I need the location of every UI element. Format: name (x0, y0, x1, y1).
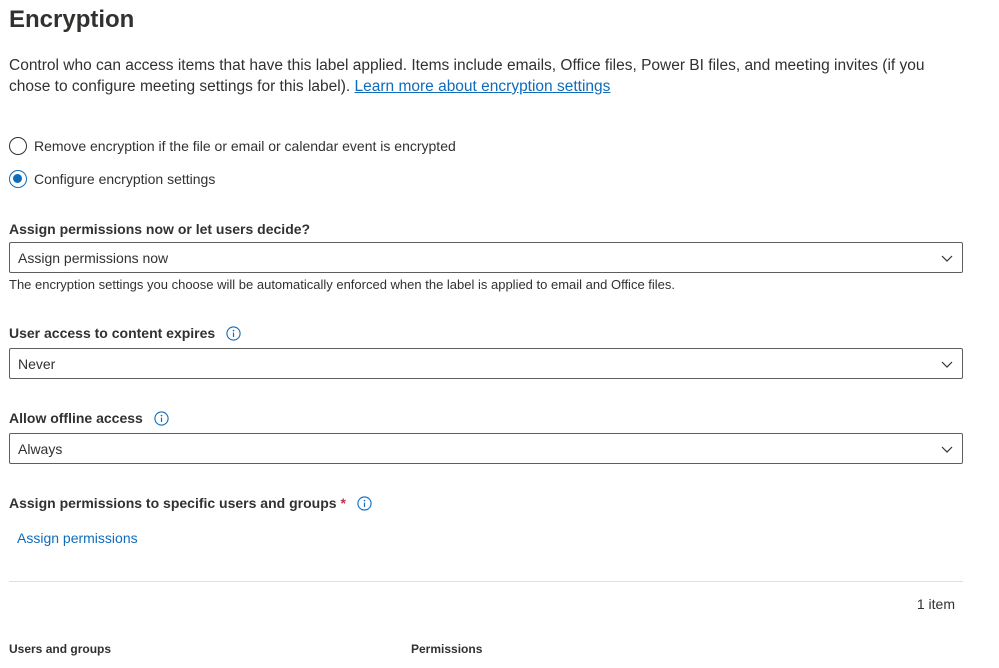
section-description (9, 55, 959, 97)
radio-circle-checked[interactable] (9, 170, 27, 188)
divider (9, 581, 963, 582)
radio-configure-label: Configure encryption settings (34, 171, 216, 187)
expiry-value: Never (18, 355, 56, 372)
assign-mode-value: Assign permissions now (18, 249, 169, 266)
section-title: Encryption (9, 6, 135, 33)
offline-label-text: Allow offline access (9, 410, 143, 426)
offline-value: Always (18, 440, 63, 457)
offline-dropdown[interactable] (9, 433, 963, 464)
assign-permissions-link[interactable]: Assign permissions (17, 530, 138, 546)
radio-circle-unchecked[interactable] (9, 137, 27, 155)
expiry-label (9, 325, 241, 341)
radio-configure-encryption[interactable] (9, 170, 215, 188)
info-icon[interactable] (226, 326, 241, 341)
radio-remove-encryption[interactable] (9, 137, 456, 155)
radio-remove-label: Remove encryption if the file or email or calendar event is encrypted (34, 138, 456, 154)
assign-mode-label-text: Assign permissions now or let users decide? (9, 221, 311, 237)
chevron-down-icon (940, 251, 954, 265)
expiry-label-text: User access to content expires (9, 325, 216, 341)
offline-label (9, 410, 169, 426)
permissions-label-text: Assign permissions to specific users and groups (9, 495, 337, 511)
info-icon[interactable] (154, 411, 169, 426)
assign-mode-dropdown[interactable] (9, 242, 963, 273)
required-mark: * (340, 495, 346, 511)
permissions-label (9, 495, 372, 511)
chevron-down-icon (940, 357, 954, 371)
expiry-dropdown[interactable] (9, 348, 963, 379)
assign-mode-label (9, 221, 310, 237)
column-header-users[interactable]: Users and groups (9, 642, 112, 656)
column-header-permissions[interactable]: Permissions (411, 642, 483, 656)
description-text: Control who can access items that have this label applied. Items include emails, Office files, Power BI files, and meeting invites (if you chose to configure meeting settings for this label). (9, 57, 925, 95)
chevron-down-icon (940, 442, 954, 456)
info-icon[interactable] (357, 496, 372, 511)
learn-more-link[interactable]: Learn more about encryption settings (354, 78, 611, 95)
item-count: 1 item (916, 596, 955, 612)
assign-mode-helper: The encryption settings you choose will be automatically enforced when the label is applied to email and Office files. (9, 277, 676, 292)
